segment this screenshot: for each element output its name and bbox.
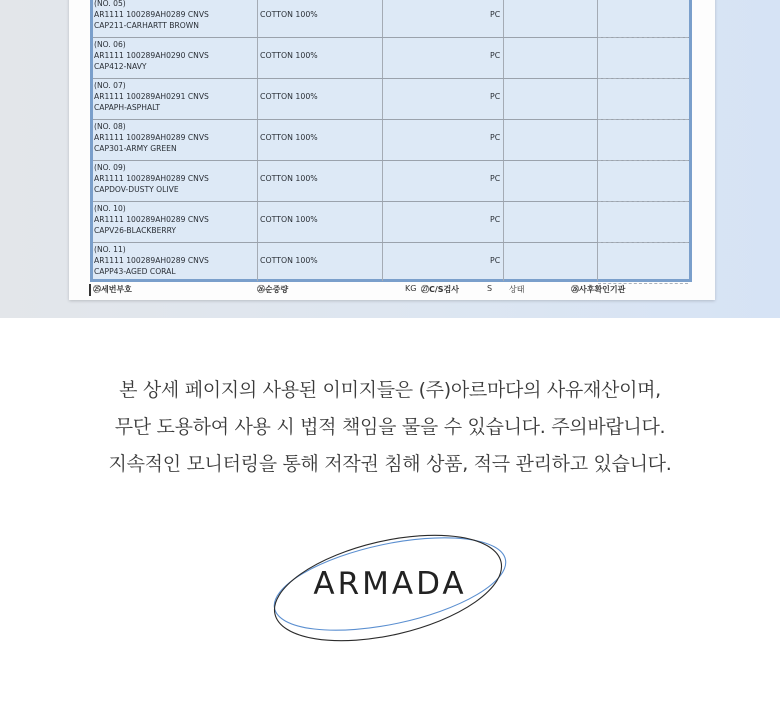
item-number: (NO. 10) — [94, 204, 126, 213]
item-material: COTTON 100% — [260, 92, 318, 101]
item-code: AR1111 100289AH0289 CNVS — [94, 10, 209, 19]
item-name: CAPAPH-ASPHALT — [94, 103, 160, 112]
item-unit: PC — [490, 51, 501, 60]
item-description — [93, 202, 257, 242]
document-footer — [89, 284, 697, 296]
item-code: AR1111 100289AH0290 CNVS — [94, 51, 209, 60]
item-code: AR1111 100289AH0289 CNVS — [94, 174, 209, 183]
item-material: COTTON 100% — [260, 133, 318, 142]
item-material: COTTON 100% — [260, 215, 318, 224]
item-name: CAPV26-BLACKBERRY — [94, 226, 177, 235]
item-unit: PC — [490, 256, 501, 265]
table-row — [93, 38, 689, 79]
footer-serial-label: ㉕세번부호 — [93, 285, 132, 294]
item-unit: PC — [490, 174, 501, 183]
footer-confirm-agency-label: ㉘사후확인기관 — [571, 285, 626, 294]
footer-cs-check-label: ㉗C/S검사 — [421, 285, 460, 294]
item-code: AR1111 100289AH0291 CNVS — [94, 92, 209, 101]
item-code: AR1111 100289AH0289 CNVS — [94, 256, 209, 265]
notice-line: 본 상세 페이지의 사용된 이미지들은 (주)아르마다의 사유재산이며, — [119, 379, 661, 401]
item-rows — [93, 0, 689, 284]
item-number: (NO. 09) — [94, 163, 126, 172]
customs-declaration-document — [69, 0, 715, 300]
item-description — [93, 0, 257, 37]
footer-cs-value: S — [487, 284, 493, 293]
item-material: COTTON 100% — [260, 10, 318, 19]
table-row — [93, 202, 689, 243]
item-number: (NO. 08) — [94, 122, 126, 131]
logo-wordmark: ARMADA — [313, 566, 467, 602]
item-unit: PC — [490, 10, 501, 19]
item-description — [93, 161, 257, 201]
item-number: (NO. 07) — [94, 81, 126, 90]
item-code: AR1111 100289AH0289 CNVS — [94, 215, 209, 224]
item-name: CAP301-ARMY GREEN — [94, 144, 177, 153]
item-name: CAPDOV-DUSTY OLIVE — [94, 185, 179, 194]
notice-line: 지속적인 모니터링을 통해 저작권 침해 상품, 적극 관리하고 있습니다. — [108, 453, 672, 475]
item-table — [90, 0, 692, 282]
armada-logo — [270, 522, 510, 650]
table-row — [93, 243, 689, 284]
item-unit: PC — [490, 215, 501, 224]
item-description — [93, 120, 257, 160]
item-material: COTTON 100% — [260, 174, 318, 183]
item-name: CAP211-CARHARTT BROWN — [94, 21, 199, 30]
item-material: COTTON 100% — [260, 51, 318, 60]
table-row — [93, 0, 689, 38]
item-code: AR1111 100289AH0289 CNVS — [94, 133, 209, 142]
item-unit: PC — [490, 92, 501, 101]
copyright-notice — [0, 372, 780, 483]
footer-unit-kg: KG — [405, 284, 417, 293]
item-unit: PC — [490, 133, 501, 142]
footer-net-weight-label: ㉖순중량 — [257, 285, 289, 294]
document-image-band — [0, 0, 780, 318]
item-material: COTTON 100% — [260, 256, 318, 265]
item-number: (NO. 05) — [94, 0, 126, 8]
item-description — [93, 243, 257, 283]
item-name: CAP412-NAVY — [94, 62, 147, 71]
item-description — [93, 79, 257, 119]
footer-status-label: 상태 — [509, 285, 525, 294]
table-row — [93, 161, 689, 202]
item-number: (NO. 06) — [94, 40, 126, 49]
item-description — [93, 38, 257, 78]
table-row — [93, 79, 689, 120]
item-number: (NO. 11) — [94, 245, 126, 254]
item-name: CAPP43-AGED CORAL — [94, 267, 176, 276]
table-row — [93, 120, 689, 161]
notice-line: 무단 도용하여 사용 시 법적 책임을 물을 수 있습니다. 주의바랍니다. — [114, 416, 666, 438]
